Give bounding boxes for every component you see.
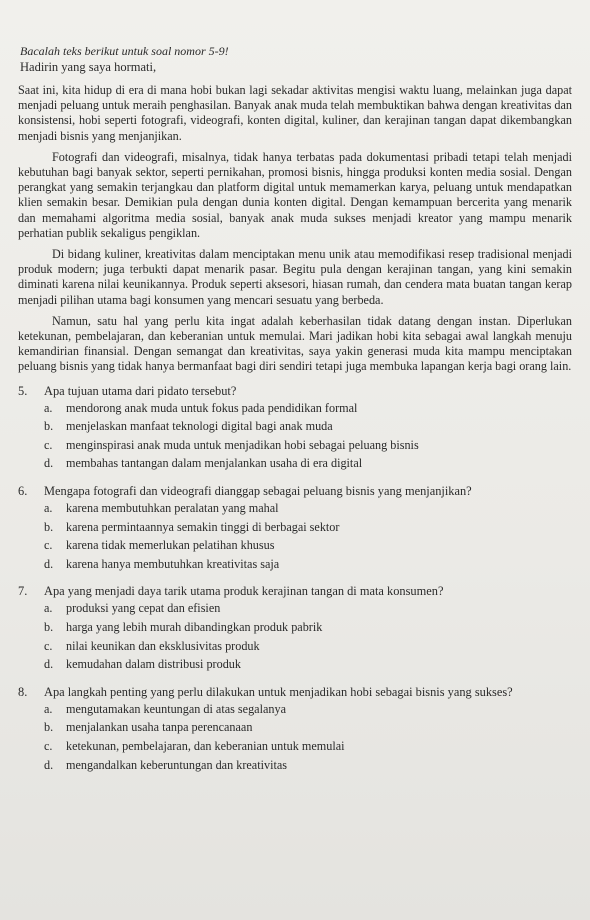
answer-option bbox=[18, 399, 572, 418]
question-text: Apa langkah penting yang perlu dilakukan untuk menjadikan hobi sebagai bisnis yang sukses? bbox=[44, 684, 513, 699]
answer-option bbox=[18, 555, 572, 574]
question-text: Apa tujuan utama dari pidato tersebut? bbox=[44, 383, 237, 398]
question-number: 6. bbox=[18, 484, 28, 499]
paragraph: Fotografi dan videografi, misalnya, tidak hanya terbatas pada dokumentasi pribadi tetapi telah menjadi kebutuhan bagi banyak sektor, seperti pernikahan, promosi bisnis, hingga produksi konten media sosial. Dengan perangkat yang semakin terjangkau dan platform digital untuk memamerkan karya, peluang untuk mendapatkan klien semakin besar. Demikian pula dengan dunia konten digital. Dengan kemampuan bercerita yang menarik dan memahami algoritma media sosial, banyak anak muda sukses menjadi kreator yang mampu menarik perhatian publik sekaligus pengiklan. bbox=[18, 149, 572, 240]
question-6 bbox=[18, 483, 572, 573]
option-text: nilai keunikan dan eksklusivitas produk bbox=[66, 638, 260, 653]
question-stem bbox=[18, 483, 572, 499]
passage bbox=[18, 83, 572, 375]
question-stem bbox=[18, 684, 572, 700]
paragraph: Saat ini, kita hidup di era di mana hobi bukan lagi sekadar aktivitas mengisi waktu luang, melainkan juga dapat menjadi peluang untuk meraih penghasilan. Banyak anak muda telah membuktikan bahwa dengan kreativitas dan konsistensi, hobi seperti fotografi, videografi, konten digital, kuliner, dan kerajinan tangan dapat dikembangkan menjadi bisnis yang menjanjikan. bbox=[18, 83, 572, 143]
answer-option bbox=[18, 756, 572, 775]
option-text: mendorong anak muda untuk fokus pada pendidikan formal bbox=[66, 400, 358, 415]
option-letter: c. bbox=[44, 738, 53, 753]
answer-option bbox=[18, 499, 572, 518]
question-stem bbox=[18, 383, 572, 399]
option-text: karena hanya membutuhkan kreativitas saja bbox=[66, 556, 280, 571]
question-7 bbox=[18, 583, 572, 673]
answer-option bbox=[18, 737, 572, 756]
option-text: produksi yang cepat dan efisien bbox=[66, 601, 221, 616]
option-letter: a. bbox=[44, 501, 53, 516]
answer-option bbox=[18, 454, 572, 473]
option-text: mengutamakan keuntungan di atas segalanya bbox=[66, 701, 286, 716]
option-letter: d. bbox=[44, 456, 54, 471]
paragraph: Namun, satu hal yang perlu kita ingat adalah keberhasilan tidak datang dengan instan. Diperlukan ketekunan, pembelajaran, dan keberanian untuk memulai. Mari jadikan hobi kita sebagai awal langkah menuju kemandirian finansial. Dengan semangat dan kreativitas, saya yakin generasi muda kita mampu menciptakan peluang bisnis yang tidak hanya bermanfaat bagi diri sendiri tetapi juga membuka lapangan kerja bagi orang lain. bbox=[18, 313, 572, 374]
option-text: karena membutuhkan peralatan yang mahal bbox=[66, 501, 279, 516]
option-text: karena permintaannya semakin tinggi di berbagai sektor bbox=[66, 519, 340, 534]
question-5 bbox=[18, 383, 572, 473]
option-letter: b. bbox=[44, 519, 54, 534]
question-stem bbox=[18, 583, 572, 599]
option-text: mengandalkan keberuntungan dan kreativitas bbox=[66, 757, 287, 772]
greeting-text: Hadirin yang saya hormati, bbox=[20, 60, 157, 74]
option-letter: c. bbox=[44, 437, 53, 452]
option-letter: a. bbox=[44, 601, 53, 616]
answer-option bbox=[18, 655, 572, 674]
option-letter: b. bbox=[44, 620, 54, 634]
option-text: harga yang lebih murah dibandingkan produk pabrik bbox=[66, 620, 323, 634]
option-text: menjalankan usaha tanpa perencanaan bbox=[66, 720, 253, 735]
question-number: 5. bbox=[18, 383, 28, 398]
question-8 bbox=[18, 684, 572, 774]
option-text: menginspirasi anak muda untuk menjadikan hobi sebagai peluang bisnis bbox=[66, 437, 419, 452]
option-text: menjelaskan manfaat teknologi digital bagi anak muda bbox=[66, 419, 333, 434]
option-letter: a. bbox=[44, 701, 53, 716]
option-text: ketekunan, pembelajaran, dan keberanian untuk memulai bbox=[66, 738, 345, 753]
answer-option bbox=[18, 436, 572, 455]
answer-option bbox=[18, 637, 572, 656]
question-number: 7. bbox=[18, 584, 28, 599]
question-text: Apa yang menjadi daya tarik utama produk kerajinan tangan di mata konsumen? bbox=[44, 584, 444, 599]
option-letter: b. bbox=[44, 419, 54, 434]
question-list bbox=[18, 383, 572, 775]
answer-option bbox=[18, 417, 572, 436]
answer-option bbox=[18, 700, 572, 719]
option-letter: d. bbox=[44, 556, 54, 571]
option-letter: d. bbox=[44, 757, 54, 772]
option-letter: d. bbox=[44, 657, 54, 672]
option-letter: a. bbox=[44, 400, 53, 415]
answer-option bbox=[18, 618, 572, 637]
answer-option bbox=[18, 536, 572, 555]
option-text: membahas tantangan dalam menjalankan usaha di era digital bbox=[66, 456, 363, 471]
question-text: Mengapa fotografi dan videografi dianggap sebagai peluang bisnis yang menjanjikan? bbox=[44, 484, 472, 499]
option-text: karena tidak memerlukan pelatihan khusus bbox=[66, 538, 275, 553]
instruction-text: Bacalah teks berikut untuk soal nomor 5-9! bbox=[20, 44, 229, 58]
option-text: kemudahan dalam distribusi produk bbox=[66, 657, 241, 672]
option-letter: c. bbox=[44, 538, 53, 553]
answer-option bbox=[18, 518, 572, 537]
option-letter: b. bbox=[44, 720, 54, 735]
answer-option bbox=[18, 718, 572, 737]
question-number: 8. bbox=[18, 684, 28, 699]
paragraph: Di bidang kuliner, kreativitas dalam menciptakan menu unik atau memodifikasi resep tradisional menjadi produk modern; juga terbukti dapat menarik pasar. Begitu pula dengan kerajinan tangan, yang kini semakin diminati karena nilai keunikannya. Produk seperti aksesori, hiasan rumah, dan cendera mata buatan tangan kerap menjadi pilihan utama bagi konsumen yang mencari sesuatu yang berbeda. bbox=[18, 247, 572, 307]
option-letter: c. bbox=[44, 638, 53, 653]
answer-option bbox=[18, 599, 572, 618]
